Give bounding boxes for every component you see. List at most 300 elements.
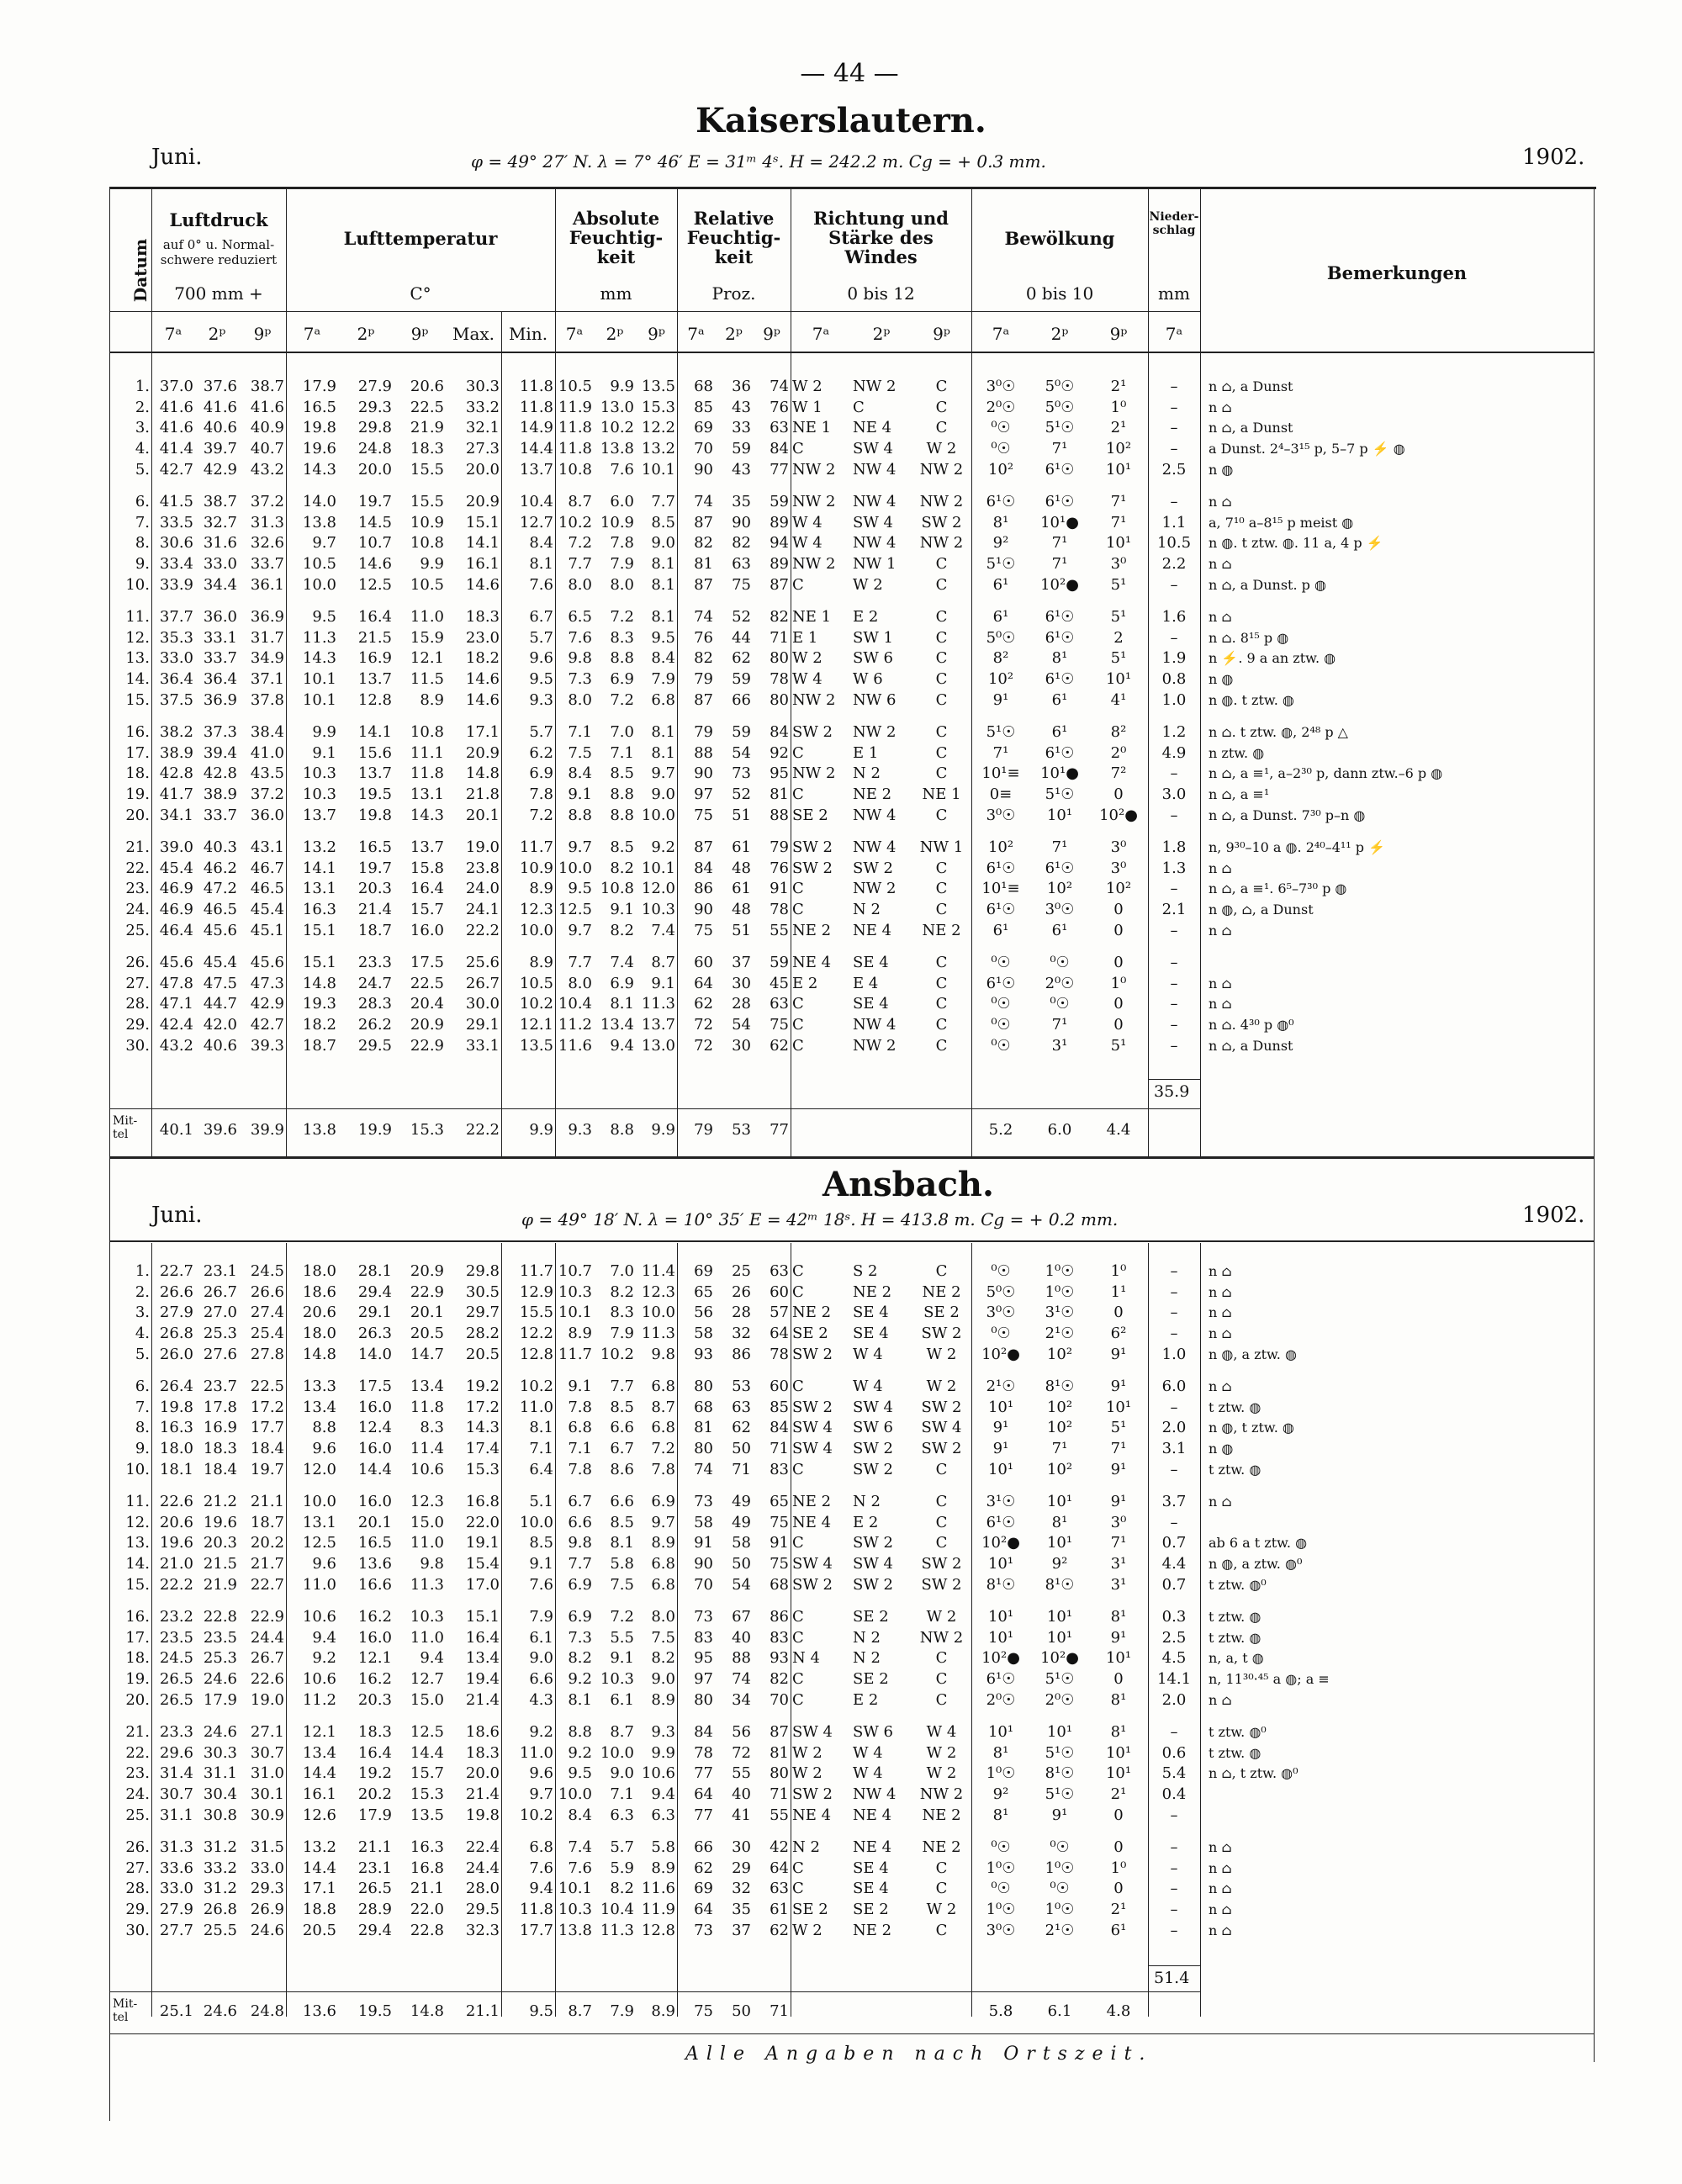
- table-cell: W 2: [792, 378, 822, 396]
- table-cell: 80: [694, 1440, 713, 1458]
- table-cell: SE 4: [853, 1880, 889, 1898]
- table-cell: NE 2: [853, 1921, 892, 1939]
- table-cell: 14.6: [465, 670, 500, 689]
- table-cell: 3.7: [1161, 1493, 1187, 1511]
- table-cell: C: [935, 1460, 948, 1478]
- table-cell: 15.7: [410, 1764, 444, 1783]
- table-row: [109, 858, 1594, 879]
- table-cell: 37.2: [250, 493, 284, 511]
- table-cell: 16.5: [302, 398, 336, 416]
- mittel-rule-2: [109, 1991, 1200, 1992]
- table-cell: 32.1: [465, 419, 500, 437]
- table-cell: 8.9: [651, 1859, 675, 1877]
- table-cell: –: [1170, 378, 1178, 396]
- table-row: [109, 1574, 1594, 1595]
- table-cell: 10¹: [987, 1628, 1014, 1647]
- table-cell: 13.2: [641, 440, 675, 458]
- table-cell: 8.2: [610, 921, 634, 939]
- table-cell: 8¹: [992, 1806, 1009, 1824]
- table-cell: 11.3: [641, 995, 675, 1013]
- mittel-cell: 8.9: [651, 2002, 675, 2021]
- sub-9p-w: 9ᵖ: [933, 324, 950, 344]
- table-cell: 2.1: [1161, 900, 1187, 918]
- table-cell: 7.6: [529, 575, 553, 594]
- table-cell: 12.3: [410, 1493, 444, 1511]
- table-cell: 61: [770, 1900, 789, 1918]
- table-cell: 26.4: [159, 1378, 193, 1396]
- header-wind: Richtung und Stärke des Windes: [813, 208, 949, 267]
- table-cell: 29.5: [465, 1900, 500, 1918]
- table-cell: 20.: [125, 806, 150, 824]
- table-cell: 10²●: [981, 1649, 1020, 1668]
- table-cell: 5.8: [651, 1838, 675, 1857]
- header-nied-unit: mm: [1158, 283, 1190, 304]
- table-cell: 40.6: [203, 1036, 237, 1055]
- table-cell: 9.4: [610, 1036, 634, 1055]
- table-cell: 4.3: [529, 1690, 553, 1709]
- table-cell: 46.2: [203, 859, 237, 877]
- table-cell: W 2: [926, 1764, 957, 1783]
- table-cell: 39.4: [203, 743, 237, 762]
- table-cell: 6.9: [610, 974, 634, 992]
- table-cell: C: [935, 649, 948, 668]
- table-cell: 54: [732, 1015, 751, 1034]
- mittel-cell: [1200, 1120, 1594, 1141]
- table-cell: NW 2: [919, 1785, 964, 1803]
- table-cell: –: [1170, 493, 1178, 511]
- table-cell: 31.0: [250, 1764, 284, 1783]
- table-cell: 16.9: [203, 1419, 237, 1437]
- table-cell: 10.1: [641, 859, 675, 877]
- table-cell: 38.2: [159, 723, 193, 742]
- mittel-cell: 5.8: [988, 2002, 1013, 2021]
- mittel-cell: 8.7: [568, 2002, 592, 2021]
- table-cell: 6.1: [610, 1690, 634, 1709]
- table-cell: 40.6: [203, 419, 237, 437]
- table-cell: 5¹☉: [986, 723, 1016, 742]
- table-cell: 8¹: [1110, 1723, 1127, 1742]
- sub-7a-lt: 7ᵃ: [303, 324, 321, 344]
- table-cell: NE 2: [792, 1493, 832, 1511]
- table-cell: 93: [694, 1345, 713, 1363]
- table-cell: 13.4: [410, 1378, 444, 1396]
- table-cell: C: [792, 1036, 804, 1055]
- table-cell: 23.: [125, 880, 150, 898]
- table-cell: 30.5: [465, 1282, 500, 1301]
- table-cell: 9.5: [568, 1764, 592, 1783]
- table-cell: 6.0: [1161, 1378, 1187, 1396]
- table-cell: 19.5: [357, 785, 392, 803]
- table-cell: 7.9: [529, 1608, 553, 1626]
- table-cell: C: [935, 900, 948, 918]
- table-cell: C: [792, 1690, 804, 1709]
- table-cell: n ⚡. 9 a an ztw. ◍: [1209, 650, 1336, 667]
- table-cell: 17.9: [203, 1690, 237, 1709]
- table-cell: 19.6: [302, 440, 336, 458]
- table-cell: 2.: [135, 398, 150, 416]
- table-cell: 6¹: [992, 921, 1009, 939]
- table-cell: 16.4: [357, 608, 392, 627]
- table-cell: 63: [770, 419, 789, 437]
- table-cell: 10.0: [600, 1743, 634, 1762]
- table-cell: 3¹☉: [1045, 1304, 1075, 1322]
- table-cell: 1⁰: [1110, 1262, 1127, 1281]
- table-cell: 20.6: [159, 1513, 193, 1531]
- table-cell: 10.8: [410, 723, 444, 742]
- table-cell: 11.8: [519, 378, 553, 396]
- table-cell: 10¹●: [1040, 513, 1079, 531]
- table-cell: 7.4: [610, 954, 634, 972]
- table-cell: 73: [694, 1921, 713, 1939]
- table-cell: 5.8: [610, 1555, 634, 1573]
- table-cell: 17.2: [250, 1398, 284, 1416]
- table-cell: 8.4: [651, 649, 675, 668]
- table-cell: 21.1: [357, 1838, 392, 1857]
- table-cell: 10¹: [1046, 1628, 1073, 1647]
- table-cell: 8.4: [568, 764, 592, 783]
- table-cell: 27.: [125, 1859, 150, 1877]
- table-cell: 7.8: [568, 1398, 592, 1416]
- table-cell: 27.1: [250, 1723, 284, 1742]
- ansbach-top-rule: [109, 1240, 1594, 1242]
- table-cell: 6¹☉: [1045, 460, 1075, 479]
- table-cell: 8¹: [992, 1743, 1009, 1762]
- table-cell: 10¹: [987, 1608, 1014, 1626]
- table-cell: 12.8: [357, 690, 392, 709]
- table-cell: 54: [732, 743, 751, 762]
- table-cell: 6.6: [529, 1669, 553, 1688]
- table-cell: 89: [770, 513, 789, 531]
- table-cell: N 2: [853, 1628, 881, 1647]
- mittel-cell: 4.4: [1106, 1121, 1131, 1140]
- table-cell: W 4: [792, 513, 822, 531]
- table-cell: 17.9: [302, 378, 336, 396]
- table-cell: 9.1: [610, 1649, 634, 1668]
- table-cell: C: [792, 900, 804, 918]
- table-cell: n ⌂: [1209, 1691, 1232, 1708]
- table-cell: 20.2: [250, 1534, 284, 1552]
- header-lufttemperatur: Lufttemperatur: [343, 228, 498, 249]
- table-cell: 11.8: [410, 764, 444, 783]
- table-cell: 5¹☉: [986, 555, 1016, 574]
- table-cell: 8.7: [651, 954, 675, 972]
- table-cell: 21.5: [203, 1555, 237, 1573]
- table-cell: 14.6: [357, 555, 392, 574]
- table-cell: 97: [694, 1669, 713, 1688]
- table-cell: NW 2: [853, 880, 897, 898]
- table-cell: 10²●: [1099, 806, 1138, 824]
- table-cell: 81: [770, 1743, 789, 1762]
- table-cell: 9.7: [529, 1785, 553, 1803]
- table-cell: 11.7: [519, 838, 553, 857]
- table-cell: 2⁰☉: [1045, 1690, 1075, 1709]
- table-cell: 7.1: [568, 723, 592, 742]
- table-cell: [1200, 941, 1594, 974]
- table-cell: 61: [732, 838, 751, 857]
- table-cell: 75: [694, 921, 713, 939]
- table-cell: 37.6: [203, 378, 237, 396]
- table-cell: 80: [770, 690, 789, 709]
- table-cell: 18.7: [250, 1513, 284, 1531]
- table-cell: 2.2: [1161, 555, 1187, 574]
- mittel-cell: 5.2: [988, 1121, 1013, 1140]
- table-cell: 10¹: [1046, 1534, 1073, 1552]
- mittel-cell: 53: [732, 1121, 751, 1140]
- table-cell: 5¹☉: [1045, 1785, 1075, 1803]
- table-cell: 5.7: [529, 723, 553, 742]
- table-cell: 27.9: [159, 1304, 193, 1322]
- table-row: [109, 920, 1594, 941]
- table-cell: 20.2: [357, 1785, 392, 1803]
- table-cell: n ⌂: [1209, 556, 1232, 573]
- table-cell: 47.8: [159, 974, 193, 992]
- table-cell: 7.6: [529, 1859, 553, 1877]
- table-cell: 22.9: [250, 1608, 284, 1626]
- table-cell: 15.4: [465, 1555, 500, 1573]
- table-cell: 90: [732, 513, 751, 531]
- table-cell: n ⌂, a Dunst: [1209, 420, 1293, 436]
- table-cell: 25.4: [250, 1325, 284, 1343]
- table-cell: 1.: [135, 378, 150, 396]
- table-cell: 1⁰: [1110, 398, 1127, 416]
- table-cell: 0.7: [1161, 1534, 1187, 1552]
- station-title-kaiserslautern: Kaiserslautern.: [696, 101, 986, 140]
- table-cell: C: [935, 670, 948, 689]
- table-cell: 38.4: [250, 723, 284, 742]
- table-cell: 41.5: [159, 493, 193, 511]
- table-cell: 9.4: [651, 1785, 675, 1803]
- table-cell: 3¹: [1051, 1036, 1068, 1055]
- table-cell: 26.9: [250, 1900, 284, 1918]
- table-cell: 6.9: [651, 1493, 675, 1511]
- table-row: [109, 418, 1594, 439]
- table-cell: 10.5: [1156, 534, 1192, 553]
- table-cell: 13.2: [302, 1838, 336, 1857]
- table-cell: 6.6: [610, 1493, 634, 1511]
- table-cell: 70: [694, 440, 713, 458]
- table-row: [109, 743, 1594, 764]
- table-cell: 3⁰: [1110, 555, 1127, 574]
- table-cell: 16.3: [159, 1419, 193, 1437]
- table-cell: 7¹: [1051, 1440, 1068, 1458]
- table-cell: n ⌂, a Dunst: [1209, 1037, 1293, 1054]
- table-cell: 14.0: [302, 493, 336, 511]
- table-cell: n ◍. t ztw. ◍: [1209, 691, 1294, 708]
- mittel-cell: 79: [694, 1121, 713, 1140]
- table-cell: 60: [694, 954, 713, 972]
- table-cell: E 2: [792, 974, 818, 992]
- table-cell: 68: [694, 1398, 713, 1416]
- table-cell: 25: [732, 1262, 751, 1281]
- table-cell: 8.3: [420, 1419, 444, 1437]
- table-cell: 9.8: [568, 649, 592, 668]
- table-cell: 16.4: [410, 880, 444, 898]
- table-cell: 37: [732, 954, 751, 972]
- table-cell: SW 4: [792, 1555, 833, 1573]
- table-cell: 13.1: [302, 880, 336, 898]
- table-cell: 41: [732, 1806, 751, 1824]
- table-cell: 7.8: [610, 534, 634, 553]
- table-cell: 19.: [125, 1669, 150, 1688]
- table-cell: n ◍, a ztw. ◍⁰: [1209, 1556, 1303, 1573]
- table-cell: n, a, t ◍: [1209, 1650, 1264, 1667]
- table-cell: 10.6: [302, 1669, 336, 1688]
- sub-2p-w: 2ᵖ: [872, 324, 891, 344]
- table-cell: 21.: [125, 838, 150, 857]
- table-row: [109, 1439, 1594, 1460]
- table-cell: 6¹: [992, 575, 1009, 594]
- table-cell: 90: [694, 1555, 713, 1573]
- table-cell: 8.0: [651, 1608, 675, 1626]
- table-cell: 3⁰☉: [986, 1304, 1016, 1322]
- table-cell: SW 4: [921, 1419, 962, 1437]
- table-cell: 70: [770, 1690, 789, 1709]
- table-cell: SW 2: [853, 1460, 894, 1478]
- table-cell: 17.9: [357, 1806, 392, 1824]
- table-cell: 10.7: [357, 534, 392, 553]
- table-cell: 20.1: [410, 1304, 444, 1322]
- table-cell: 62: [732, 1419, 751, 1437]
- table-cell: 10.1: [641, 460, 675, 479]
- table-cell: 9.2: [568, 1743, 592, 1762]
- table-cell: n ◍. t ztw. ◍. 11 a, 4 p ⚡: [1209, 535, 1383, 552]
- table-cell: 87: [694, 513, 713, 531]
- table-cell: 8.1: [568, 1690, 592, 1709]
- table-cell: 22.0: [410, 1900, 444, 1918]
- table-cell: 33.7: [203, 649, 237, 668]
- table-cell: 74: [694, 1460, 713, 1478]
- table-cell: 10¹: [1105, 534, 1132, 553]
- table-cell: 58: [732, 1534, 751, 1552]
- table-cell: C: [792, 1460, 804, 1478]
- table-cell: 38.7: [203, 493, 237, 511]
- table-cell: 35: [732, 493, 751, 511]
- table-cell: C: [935, 1262, 948, 1281]
- table-cell: SW 4: [792, 1419, 833, 1437]
- table-cell: 42.0: [203, 1015, 237, 1034]
- table-cell: C: [792, 1628, 804, 1647]
- table-cell: 10.8: [600, 880, 634, 898]
- mittel-cell: 9.9: [651, 1121, 675, 1140]
- table-cell: SE 4: [853, 1304, 889, 1322]
- table-cell: 11.0: [410, 608, 444, 627]
- table-cell: 43: [732, 398, 751, 416]
- table-cell: 74: [732, 1669, 751, 1688]
- table-cell: 8.2: [610, 1880, 634, 1898]
- table-cell: 39.0: [159, 838, 193, 857]
- table-cell: 9¹: [992, 1440, 1009, 1458]
- table-cell: 8.1: [529, 1419, 553, 1437]
- table-cell: 86: [770, 1608, 789, 1626]
- table-cell: 36.0: [250, 806, 284, 824]
- table-cell: 27.3: [465, 440, 500, 458]
- table-cell: 66: [694, 1838, 713, 1857]
- table-cell: 31.3: [250, 513, 284, 531]
- table-cell: 15.: [125, 690, 150, 709]
- month-label-1: Juni.: [151, 145, 203, 170]
- table-cell: SE 2: [853, 1608, 889, 1626]
- table-cell: 1.0: [1161, 690, 1187, 709]
- table-cell: E 2: [853, 1513, 879, 1531]
- table-cell: 16.3: [302, 900, 336, 918]
- table-cell: 28.: [125, 995, 150, 1013]
- table-cell: 30: [732, 1036, 751, 1055]
- table-cell: 26.8: [203, 1900, 237, 1918]
- table-cell: 79: [770, 838, 789, 857]
- mittel-cell: 50: [732, 2002, 751, 2021]
- table-cell: 10.5: [519, 974, 553, 992]
- table-cell: 6.: [135, 493, 150, 511]
- table-cell: 25.3: [203, 1325, 237, 1343]
- table-cell: 9.6: [312, 1440, 336, 1458]
- table-cell: 3⁰: [1110, 838, 1127, 857]
- table-cell: 15.9: [410, 628, 444, 647]
- table-cell: 5.4: [1161, 1764, 1187, 1783]
- table-cell: NW 2: [792, 555, 836, 574]
- table-cell: 68: [770, 1575, 789, 1594]
- table-cell: 13.7: [302, 806, 336, 824]
- table-cell: C: [935, 608, 948, 627]
- table-cell: NE 4: [853, 419, 892, 437]
- table-row: [109, 398, 1594, 419]
- table-cell: 46.4: [159, 921, 193, 939]
- table-cell: –: [1170, 1723, 1178, 1742]
- table-cell: 28.0: [465, 1880, 500, 1898]
- table-row: [109, 1711, 1594, 1743]
- table-cell: 8.1: [610, 1534, 634, 1552]
- table-cell: 46.7: [250, 859, 284, 877]
- table-cell: 10²: [1046, 880, 1073, 898]
- table-cell: 12.1: [519, 1015, 553, 1034]
- table-cell: C: [935, 743, 948, 762]
- table-row: [109, 1344, 1594, 1365]
- table-cell: 23.1: [357, 1859, 392, 1877]
- mittel-row-kaiserslautern: [109, 1120, 1594, 1141]
- table-cell: 15.: [125, 1575, 150, 1594]
- table-cell: 33.7: [203, 806, 237, 824]
- table-cell: 13.0: [600, 398, 634, 416]
- table-cell: 37: [732, 1921, 751, 1939]
- table-cell: 7¹: [1110, 1534, 1127, 1552]
- table-cell: ⁰☉: [1050, 1838, 1070, 1857]
- month-label-2: Juni.: [151, 1203, 203, 1228]
- mittel-spacer: [109, 2002, 151, 2023]
- table-cell: 20.: [125, 1690, 150, 1709]
- table-cell: NW 2: [919, 1628, 964, 1647]
- table-cell: 33.9: [159, 575, 193, 594]
- table-cell: C: [935, 1493, 948, 1511]
- table-cell: t ztw. ◍: [1209, 1609, 1262, 1626]
- table-row: [109, 711, 1594, 743]
- table-cell: 22.2: [159, 1575, 193, 1594]
- table-cell: NW 2: [919, 460, 964, 479]
- table-cell: 42.7: [250, 1015, 284, 1034]
- table-cell: 83: [770, 1628, 789, 1647]
- table-cell: 8.0: [568, 575, 592, 594]
- mittel-cell: 40.1: [159, 1121, 193, 1140]
- table-cell: 8.4: [568, 1806, 592, 1824]
- table-cell: 9¹: [1051, 1806, 1068, 1824]
- table-cell: SW 2: [921, 1440, 962, 1458]
- table-cell: 24.: [125, 1785, 150, 1803]
- table-cell: 29.7: [465, 1304, 500, 1322]
- table-cell: C: [792, 1880, 804, 1898]
- table-cell: 7¹: [1051, 1015, 1068, 1034]
- table-cell: 6.9: [610, 670, 634, 689]
- table-cell: 85: [770, 1398, 789, 1416]
- table-cell: 11.8: [558, 419, 592, 437]
- table-cell: 7.2: [568, 534, 592, 553]
